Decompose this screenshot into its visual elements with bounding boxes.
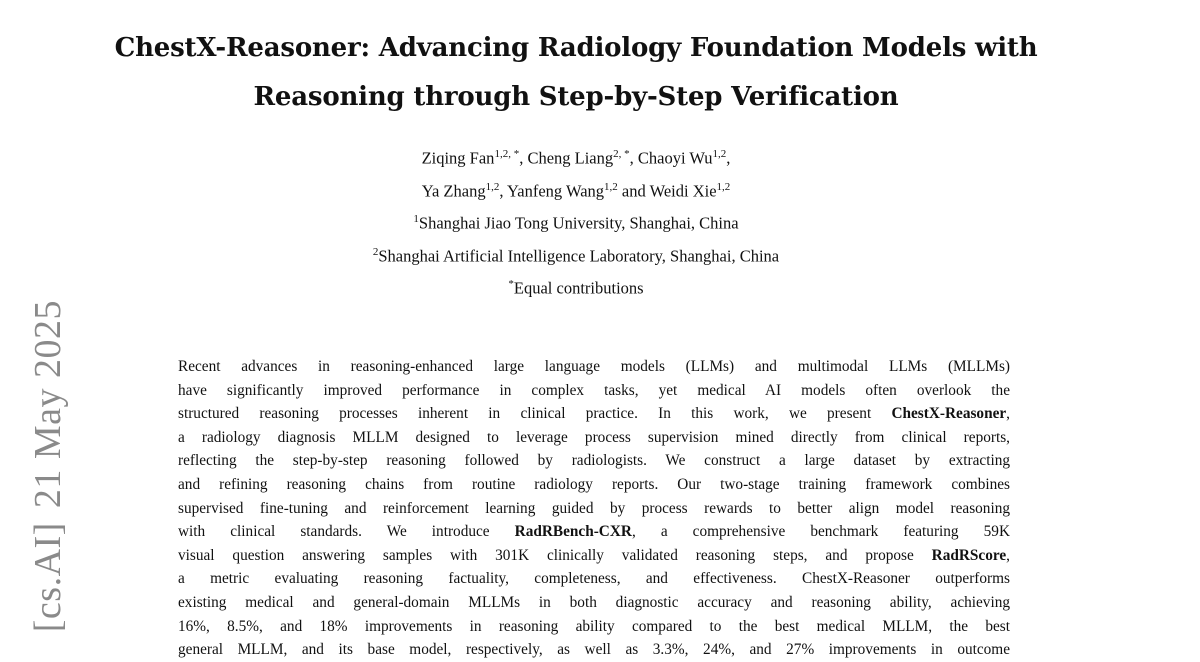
author-list	[0, 140, 1152, 205]
abstract-bold-term: ChestX-Reasoner	[891, 405, 1007, 423]
author-affiliation-marker: 1,2	[712, 148, 727, 160]
author-affiliation-marker: 2, *	[613, 148, 630, 160]
abstract-line	[178, 402, 1010, 426]
abstract-line	[178, 449, 1010, 473]
abstract-line	[178, 591, 1010, 615]
author-separator: and	[617, 181, 650, 200]
abstract-line	[178, 473, 1010, 497]
abstract-line	[178, 355, 1010, 379]
author-name: Yanfeng Wang	[506, 181, 605, 200]
abstract-text: , a comprehensive benchmark featuring 59K	[631, 523, 1010, 541]
author-name: Cheng Liang	[527, 148, 614, 168]
abstract-line	[178, 615, 1010, 639]
author-line-1	[0, 140, 1152, 173]
abstract-text: ,	[1006, 405, 1010, 423]
abstract-text: general MLLM, and its base model, respectively, as well as 3.3%, 24%, and 27% improvements in outcome	[178, 641, 1010, 659]
affiliation-text: Shanghai Artificial Intelligence Laboratory, Shanghai, China	[378, 246, 780, 265]
abstract-text: visual question answering samples with 301K clinically validated reasoning steps, and propose	[178, 546, 932, 564]
affiliation-marker: 1	[413, 213, 419, 225]
paper-title-line-1: ChestX-Reasoner: Advancing Radiology Foundation Models with	[114, 33, 1038, 63]
affiliation	[0, 205, 1152, 238]
abstract-line	[178, 379, 1010, 403]
abstract-text: a metric evaluating reasoning factuality, completeness, and effectiveness. ChestX-Reasoner outperforms	[178, 570, 1010, 588]
abstract-text: Recent advances in reasoning-enhanced large language models (LLMs) and multimodal LLMs (MLLMs)	[178, 358, 1010, 375]
affiliation-marker: *	[508, 278, 514, 290]
abstract-text: with clinical standards. We introduce	[178, 523, 515, 541]
author-affiliation-marker: 1,2	[485, 180, 500, 193]
author-separator: ,	[499, 181, 507, 200]
abstract-body	[178, 355, 1010, 662]
abstract-text: and refining reasoning chains from routine radiology reports. Our two-stage training framework combines	[178, 475, 1010, 493]
affiliation	[0, 270, 1152, 303]
author-affiliation-marker: 1,2, *	[494, 148, 520, 160]
abstract-text: supervised fine-tuning and reinforcement learning guided by process rewards to better align model reasoning	[178, 499, 1010, 517]
paper-title	[0, 24, 1152, 122]
abstract-text: ,	[1006, 546, 1010, 564]
abstract-bold-term: RadRScore	[931, 546, 1007, 564]
affiliation-list	[0, 205, 1152, 303]
author-name: Weidi Xie	[649, 181, 717, 200]
affiliation-text: Shanghai Jiao Tong University, Shanghai, China	[418, 213, 739, 233]
arxiv-date: 21 May 2025	[27, 300, 69, 509]
author-affiliation-marker: 1,2	[604, 180, 618, 193]
abstract-line	[178, 426, 1010, 450]
abstract-line	[178, 638, 1010, 662]
author-separator: ,	[519, 148, 528, 168]
arxiv-stamp-text	[26, 300, 70, 632]
abstract-text: existing medical and general-domain MLLMs in both diagnostic accuracy and reasoning ability, achieving	[178, 593, 1010, 611]
abstract-text: reflecting the step-by-step reasoning followed by radiologists. We construct a large dataset by extracting	[178, 452, 1010, 470]
affiliation-marker: 2	[372, 245, 379, 258]
abstract-line	[178, 567, 1010, 591]
abstract-bold-term: RadRBench-CXR	[514, 523, 632, 541]
affiliation-text: Equal contributions	[513, 278, 644, 298]
abstract-line	[178, 544, 1010, 568]
author-separator: ,	[629, 148, 638, 168]
author-separator: ,	[726, 148, 731, 168]
author-name: Chaoyi Wu	[637, 148, 713, 168]
abstract-text: have significantly improved performance in complex tasks, yet medical AI models often overlook the	[178, 381, 1010, 399]
author-name: Ziqing Fan	[421, 148, 495, 168]
arxiv-category: [cs.AI]	[27, 522, 69, 633]
arxiv-stamp	[24, 300, 72, 648]
abstract-text: 16%, 8.5%, and 18% improvements in reasoning ability compared to the best medical MLLM, the best	[178, 617, 1010, 635]
paper-title-line-2: Reasoning through Step-by-Step Verification	[253, 82, 899, 112]
affiliation	[0, 238, 1152, 271]
abstract-text: a radiology diagnosis MLLM designed to leverage process supervision mined directly from clinical reports,	[178, 428, 1010, 446]
author-name: Ya Zhang	[421, 181, 486, 200]
author-affiliation-marker: 1,2	[716, 180, 731, 193]
author-line-2	[0, 173, 1152, 206]
abstract-line	[178, 520, 1010, 544]
abstract-line	[178, 497, 1010, 521]
abstract-text: structured reasoning processes inherent in clinical practice. In this work, we present	[178, 405, 892, 423]
